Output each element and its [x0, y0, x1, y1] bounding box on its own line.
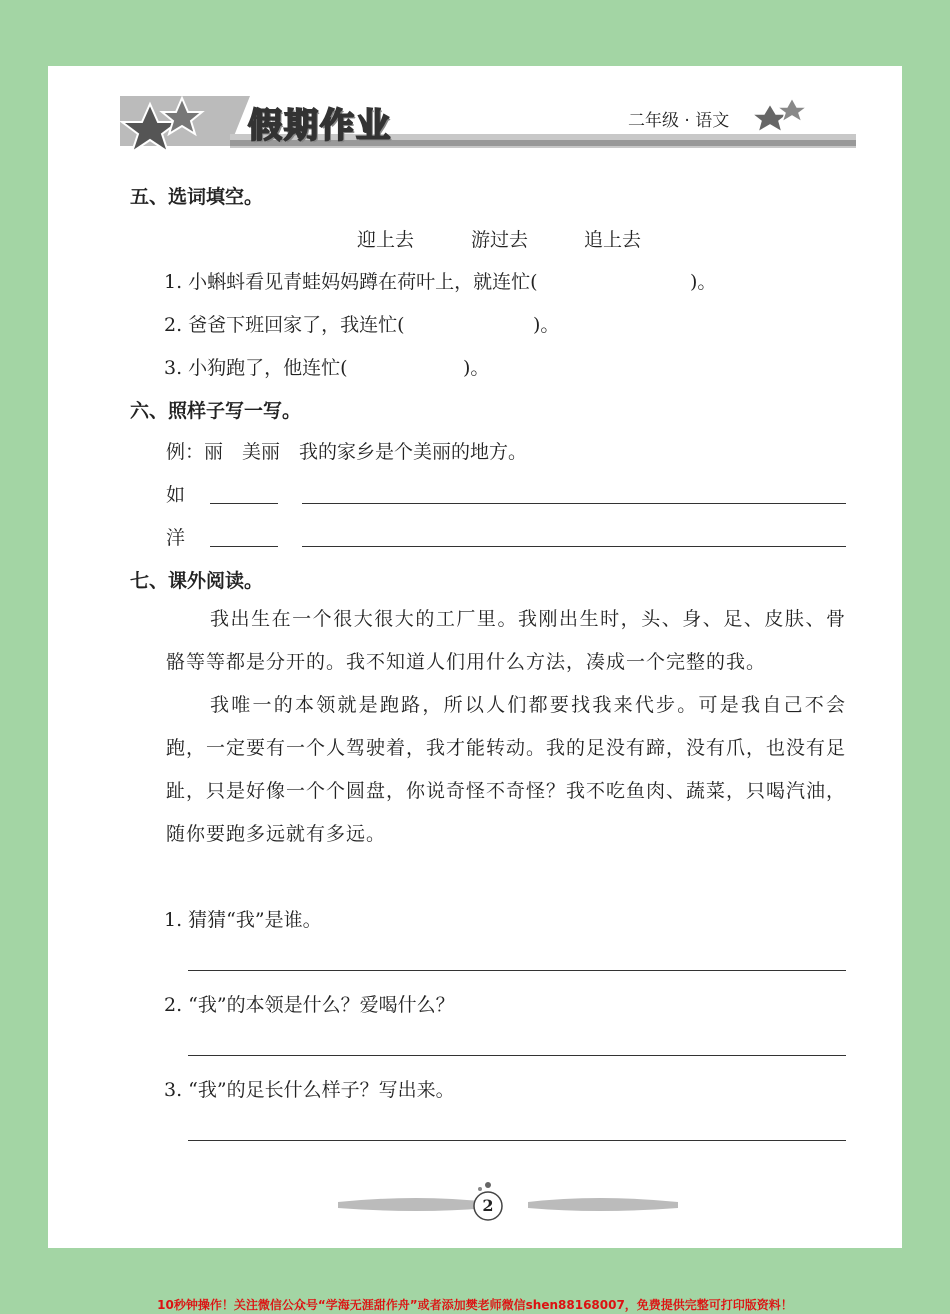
question-7-3: 3. “我”的足长什么样子？写出来。 [164, 1079, 455, 1101]
answer-line-word-1[interactable] [210, 503, 278, 504]
page-number: 2 [482, 1196, 494, 1215]
header-banner [120, 84, 856, 154]
grade-subject-label: 二年级 · 语文 [628, 111, 730, 131]
question-7-2: 2. “我”的本领是什么？爱喝什么？ [164, 994, 455, 1016]
question-5-1-end: )。 [690, 271, 717, 293]
question-5-3: 3. 小狗跑了，他连忙( [164, 357, 348, 379]
char-ru: 如 [166, 484, 186, 506]
promo-footer: 10秒钟操作！关注微信公众号“学海无涯甜作舟”或者添加樊老师微信shen88168007，免费提供完整可打印版资料！ [157, 1298, 793, 1312]
answer-line-7-3[interactable] [188, 1140, 846, 1141]
char-yang: 洋 [166, 527, 186, 549]
answer-line-7-2[interactable] [188, 1055, 846, 1056]
section-7-heading: 七、课外阅读。 [130, 570, 264, 592]
passage-paragraph-2: 我唯一的本领就是跑路，所以人们都要找我来代步。可是我自己不会跑，一定要有一个人驾驶着，我才能转动。我的足没有蹄，没有爪，也没有足趾，只是好像一个个圆盘，你说奇怪不奇怪？我不吃鱼肉、蔬菜，只喝汽油，随你要跑多远就有多远。 [166, 694, 847, 845]
question-5-3-end: )。 [463, 357, 490, 379]
passage-paragraph-1: 我出生在一个很大很大的工厂里。我刚出生时，头、身、足、皮肤、骨骼等等都是分开的。我不知道人们用什么方法，凑成一个完整的我。 [166, 608, 846, 673]
answer-line-word-2[interactable] [210, 546, 278, 547]
answer-line-sentence-1[interactable] [302, 503, 846, 504]
answer-line-sentence-2[interactable] [302, 546, 846, 547]
word-option-1: 迎上去 [357, 229, 415, 251]
brand-title: 假期作业 [248, 106, 392, 146]
page-number-ornament [338, 1180, 678, 1228]
word-option-2: 游过去 [471, 229, 529, 251]
section-5-heading: 五、选词填空。 [130, 186, 264, 208]
question-5-2-end: )。 [533, 314, 560, 336]
word-option-3: 追上去 [584, 229, 642, 251]
question-5-2: 2. 爸爸下班回家了，我连忙( [164, 314, 405, 336]
section-6-heading: 六、照样子写一写。 [130, 400, 302, 422]
example-line: 例：丽 美丽 我的家乡是个美丽的地方。 [166, 441, 528, 463]
answer-line-7-1[interactable] [188, 970, 846, 971]
question-5-1: 1. 小蝌蚪看见青蛙妈妈蹲在荷叶上，就连忙( [164, 271, 538, 293]
reading-passage [166, 598, 846, 856]
question-7-1: 1. 猜猜“我”是谁。 [164, 909, 322, 931]
